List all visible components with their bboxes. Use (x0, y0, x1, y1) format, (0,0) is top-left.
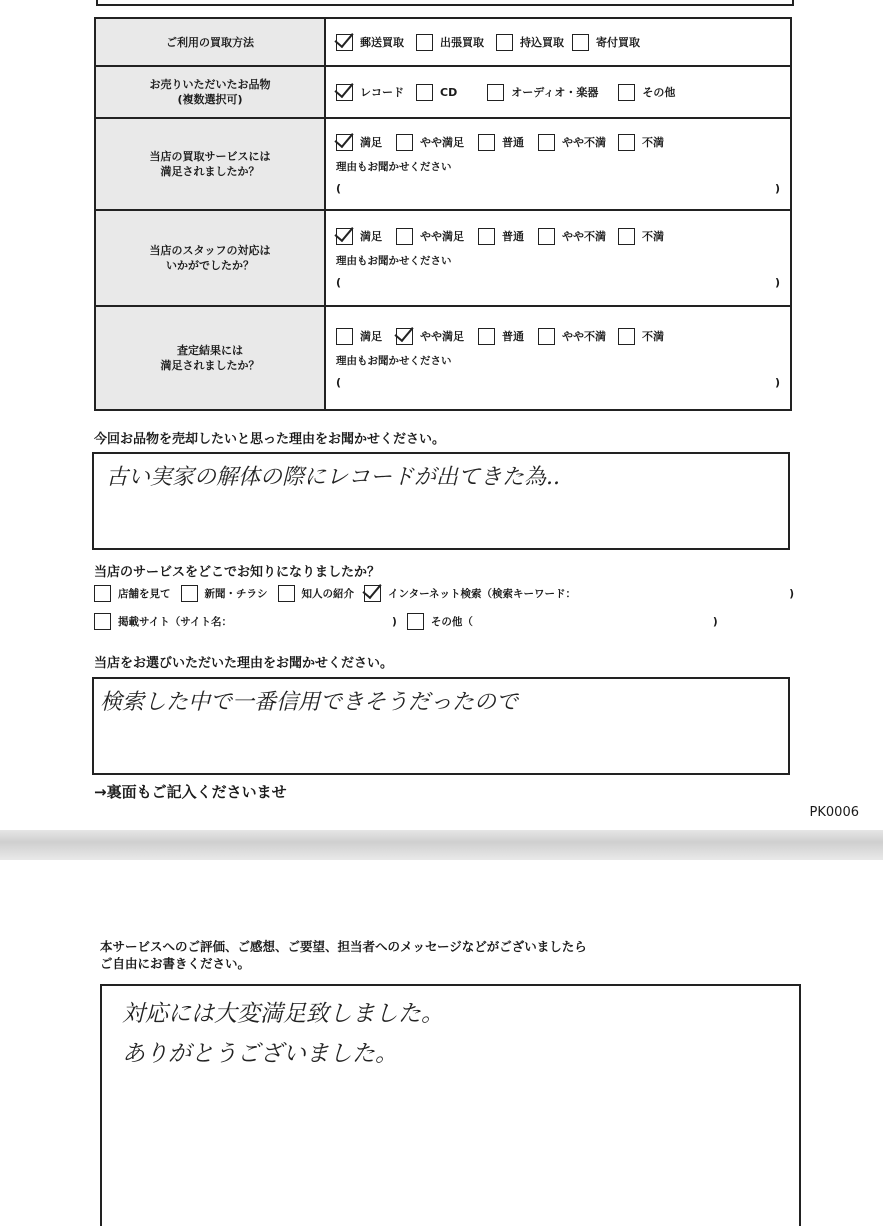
previous-section-border (96, 0, 794, 6)
option-label: 満足 (360, 136, 382, 149)
comment-answer-box[interactable] (100, 984, 801, 1226)
reason-field[interactable]: ( ) (336, 181, 780, 195)
option-label: やや満足 (420, 230, 464, 243)
option-label: 普通 (502, 230, 524, 243)
assessment-options (336, 328, 780, 345)
checkbox[interactable] (416, 84, 433, 101)
option-label: その他 (642, 86, 676, 99)
checkbox-checked[interactable] (336, 34, 353, 51)
checkbox-checked[interactable] (336, 134, 353, 151)
reason-field[interactable]: ( ) (336, 375, 780, 389)
handwritten-answer: 検索した中で一番信用できそうだったので (100, 690, 519, 715)
sell-reason-title: 今回お品物を売却したいと思った理由をお聞かせください。 (94, 432, 446, 447)
reason-field[interactable]: ( ) (336, 275, 780, 289)
handwritten-comment: 対応には大変満足致しました。 ありがとうございました。 (122, 1001, 444, 1067)
option-label: 郵送買取 (360, 36, 404, 49)
question-label: 当店の買取サービスには 満足されましたか？ (95, 118, 325, 210)
checkbox[interactable] (181, 585, 198, 602)
row-assessment-satisfaction (95, 306, 791, 410)
survey-page-back (0, 860, 883, 1218)
checkbox[interactable] (278, 585, 295, 602)
checkbox[interactable] (538, 228, 555, 245)
checkbox[interactable] (478, 328, 495, 345)
option-label: やや満足 (420, 136, 464, 149)
staff-options (336, 228, 780, 245)
reason-label: 理由もお聞かせください (336, 354, 452, 367)
question-label: 査定結果には 満足されましたか？ (95, 306, 325, 410)
option-label: やや不満 (562, 330, 606, 343)
option-label: 普通 (502, 330, 524, 343)
checkbox[interactable] (94, 613, 111, 630)
option-label: 出張買取 (440, 36, 484, 49)
checkbox[interactable] (416, 34, 433, 51)
question-label: お売りいただいたお品物 (複数選択可) (95, 66, 325, 118)
checkbox[interactable] (396, 228, 413, 245)
row-purchase-method (95, 18, 791, 66)
choice-reason-title: 当店をお選びいただいた理由をお聞かせください。 (94, 656, 394, 671)
row-staff-satisfaction (95, 210, 791, 306)
reason-label: 理由もお聞かせください (336, 254, 452, 267)
discovery-options-row2: 掲載サイト（サイト名： ) その他（ ) (94, 613, 718, 630)
choice-reason-answer-box[interactable] (92, 677, 790, 775)
checkbox[interactable] (618, 328, 635, 345)
reason-label: 理由もお聞かせください (336, 160, 452, 173)
checkbox[interactable] (618, 228, 635, 245)
checkbox-checked[interactable] (364, 585, 381, 602)
item-options (336, 84, 780, 101)
discovery-title: 当店のサービスをどこでお知りになりましたか？ (94, 565, 381, 580)
option-label: 持込買取 (520, 36, 564, 49)
checkbox-checked[interactable] (336, 84, 353, 101)
row-items (95, 66, 791, 118)
option-label: やや満足 (420, 330, 464, 343)
option-label: CD (440, 85, 458, 99)
satisfaction-options (336, 134, 780, 151)
option-label: 不満 (642, 330, 664, 343)
checkbox[interactable] (336, 328, 353, 345)
back-page-note: →裏面もご記入くださいませ (94, 783, 287, 801)
question-label: 当店のスタッフの対応は いかがでしたか？ (95, 210, 325, 306)
survey-table (94, 17, 792, 411)
checkbox[interactable] (396, 134, 413, 151)
discovery-options-row1: 店舗を見て 新聞・チラシ 知人の紹介 インターネット検索（検索キーワード： ) (94, 585, 794, 602)
checkbox[interactable] (94, 585, 111, 602)
checkbox[interactable] (572, 34, 589, 51)
sell-reason-answer-box[interactable] (92, 452, 790, 550)
form-code: PK0006 (809, 805, 859, 820)
option-label: やや不満 (562, 230, 606, 243)
checkbox[interactable] (407, 613, 424, 630)
option-label: 不満 (642, 136, 664, 149)
option-label: オーディオ・楽器 (511, 86, 599, 99)
option-label: 満足 (360, 330, 382, 343)
checkbox-checked[interactable] (336, 228, 353, 245)
checkbox[interactable] (618, 134, 635, 151)
option-label: レコード (360, 86, 404, 99)
checkbox[interactable] (478, 228, 495, 245)
checkbox[interactable] (478, 134, 495, 151)
option-label: やや不満 (562, 136, 606, 149)
option-label: 普通 (502, 136, 524, 149)
question-label: ご利用の買取方法 (95, 18, 325, 66)
checkbox-checked[interactable] (396, 328, 413, 345)
checkbox[interactable] (487, 84, 504, 101)
option-label: 満足 (360, 230, 382, 243)
handwritten-answer: 古い実家の解体の際にレコードが出てきた為.. (106, 465, 560, 490)
option-label: 不満 (642, 230, 664, 243)
checkbox[interactable] (618, 84, 635, 101)
option-label: 寄付買取 (596, 36, 640, 49)
comment-title: 本サービスへのご評価、ご感想、ご要望、担当者へのメッセージなどがございましたら ご自由にお書きください。 (100, 939, 587, 971)
page-separator (0, 830, 883, 860)
checkbox[interactable] (496, 34, 513, 51)
purchase-method-options (336, 34, 780, 51)
checkbox[interactable] (538, 328, 555, 345)
checkbox[interactable] (538, 134, 555, 151)
row-service-satisfaction (95, 118, 791, 210)
